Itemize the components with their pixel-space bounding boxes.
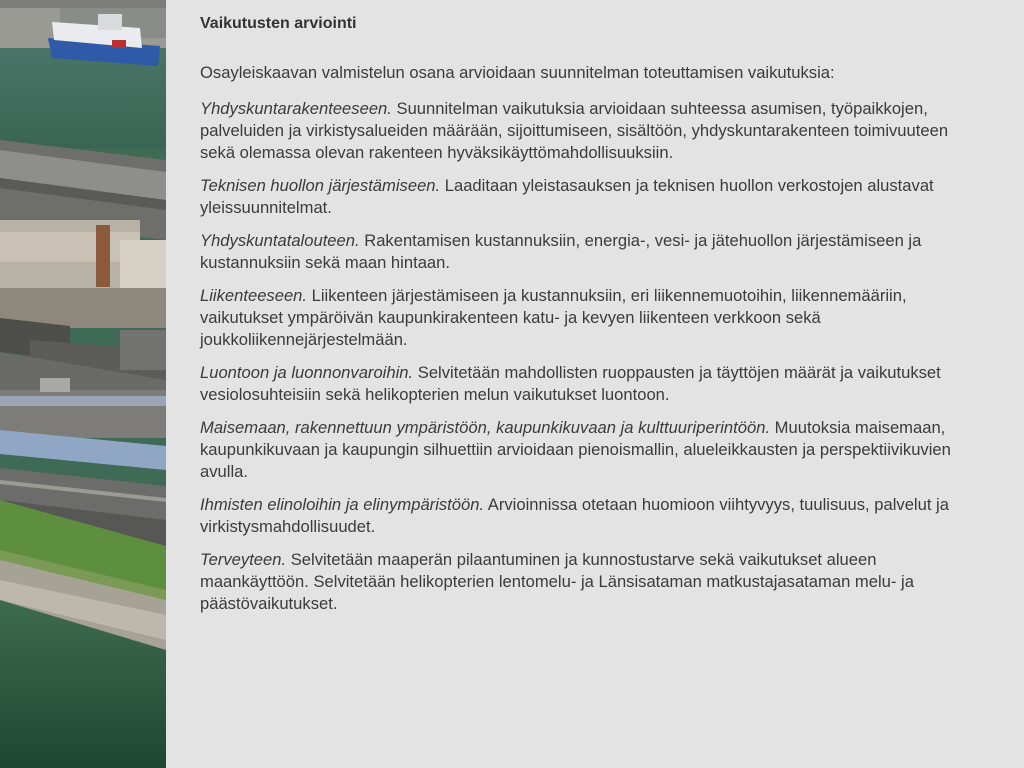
section-paragraph	[200, 230, 980, 274]
section-text: Muutoksia maisemaan, kaupunkikuvaan ja kaupungin silhuettiin arvioidaan pienoismallin, alueleikkausten ja perspektiivikuvien avulla.	[200, 418, 951, 481]
section-text: Rakentamisen kustannuksiin, energia-, vesi- ja jätehuollon järjestämiseen ja kustannuksiin sekä maan hintaan.	[200, 231, 922, 272]
section-heading: Yhdyskuntarakenteeseen.	[200, 99, 392, 118]
section-heading: Yhdyskuntatalouteen.	[200, 231, 360, 250]
section-paragraph	[200, 175, 980, 219]
section-paragraph	[200, 549, 980, 615]
section-paragraph	[200, 417, 980, 483]
section-heading: Luontoon ja luonnonvaroihin.	[200, 363, 414, 382]
section-heading: Ihmisten elinoloihin ja elinympäristöön.	[200, 495, 485, 514]
section-text: Arvioinnissa otetaan huomioon viihtyvyys, tuulisuus, palvelut ja virkistysmahdollisuudet.	[200, 495, 949, 536]
section-text: Suunnitelman vaikutuksia arvioidaan suhteessa asumisen, työpaikkojen, palveluiden ja virkistysalueiden määrään, sijoittumiseen, sisältöön, yhdyskuntarakenteen toimivuuteen sekä olemassa olevan rakenteen hyväksikäyttömahdollisuuksiin.	[200, 99, 949, 162]
section-heading: Teknisen huollon järjestämiseen.	[200, 176, 441, 195]
slide-title: Vaikutusten arviointi	[200, 15, 357, 32]
section-text: Selvitetään mahdollisten ruoppausten ja täyttöjen määrät ja vaikutukset vesiolosuhteisiin sekä helikopterien melun vaikutukset luontoon.	[200, 363, 941, 404]
section-text: Liikenteen järjestämiseen ja kustannuksiin, eri liikennemuotoihin, liikennemääriin, vaikutukset ympäröivän kaupunkirakenteen katu- ja kevyen liikenteen verkkoon sekä joukkoliikennejärjestelmään.	[200, 286, 907, 349]
section-heading: Liikenteeseen.	[200, 286, 308, 305]
section-text: Selvitetään maaperän pilaantuminen ja kunnostustarve sekä vaikutukset alueen maankäyttöön. Selvitetään helikopterien lentomelu- ja Länsisataman matkustajasataman melu- ja päästövaikutukset.	[200, 550, 914, 613]
section-heading: Maisemaan, rakennettuun ympäristöön, kaupunkikuvaan ja kulttuuriperintöön.	[200, 418, 771, 437]
slide-content	[200, 14, 980, 626]
intro-paragraph: Osayleiskaavan valmistelun osana arvioidaan suunnitelman toteuttamisen vaikutuksia:	[200, 63, 835, 82]
section-heading: Terveyteen.	[200, 550, 287, 569]
section-paragraph	[200, 98, 980, 164]
section-text: Laaditaan yleistasauksen ja teknisen huollon verkostojen alustavat yleissuunnitelmat.	[200, 176, 934, 217]
aerial-photo-graphic	[0, 0, 166, 768]
section-paragraph	[200, 494, 980, 538]
section-paragraph	[200, 362, 980, 406]
aerial-harbour-photo	[0, 0, 166, 768]
section-paragraph	[200, 285, 980, 351]
